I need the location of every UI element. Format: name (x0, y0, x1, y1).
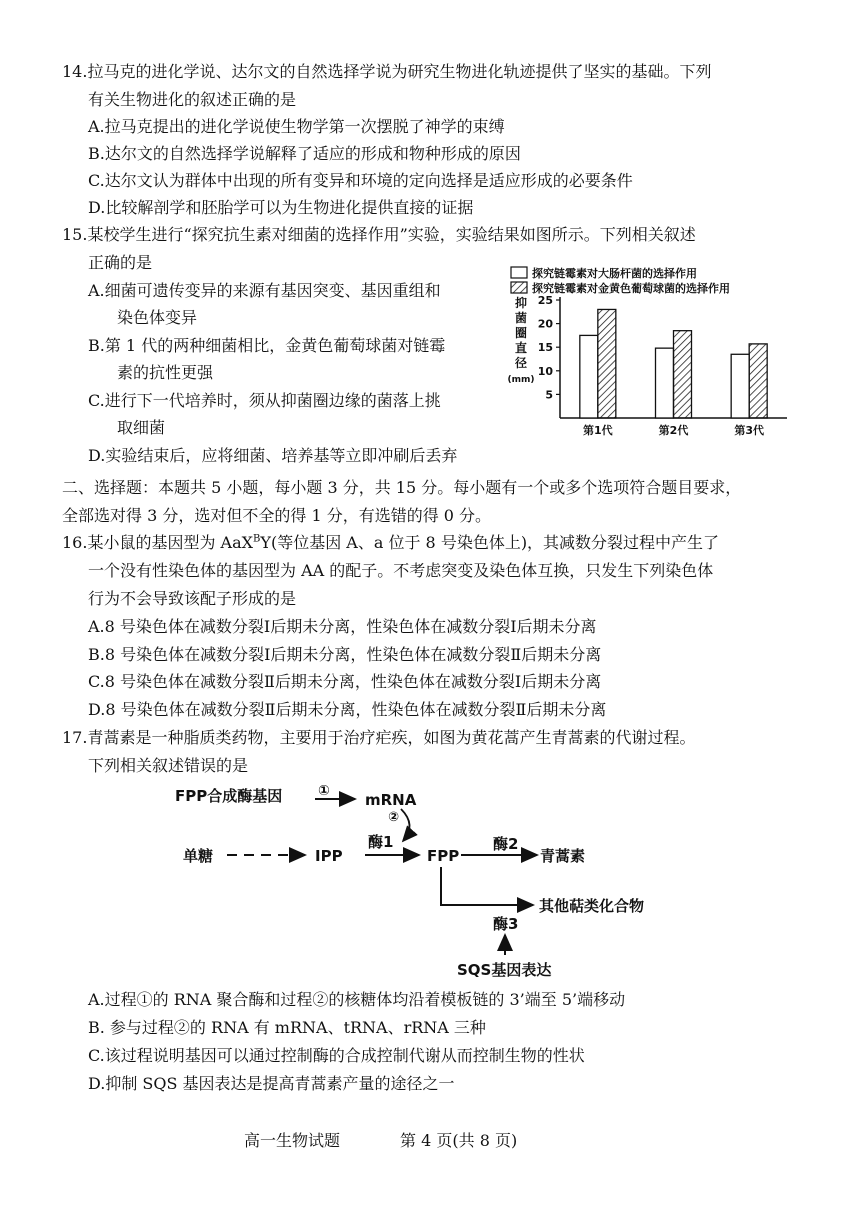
enzyme3-label: 酶3 (493, 915, 519, 933)
q16-stem-line1 (62, 533, 719, 553)
x-tick-label-3: 第3代 (734, 424, 764, 437)
y-axis-title-char-4: 直 (514, 341, 528, 355)
fpp-gene-label: FPP合成酶基因 (175, 787, 283, 805)
footer-page-number: 第 4 页(共 8 页) (400, 1131, 518, 1150)
legend-label-2: 探究链霉素对金黄色葡萄球菌的选择作用 (532, 282, 730, 295)
q17-option-d: D.抑制 SQS 基因表达是提高青蒿素产量的途径之一 (88, 1074, 455, 1093)
x-tick-label-2: 第2代 (658, 424, 689, 437)
q15-option-d: D.实验结束后，应将细菌、培养基等立即冲刷后丢弃 (88, 446, 458, 465)
terpenoids-label: 其他萜类化合物 (539, 897, 645, 915)
fpp-label: FPP (427, 847, 460, 865)
y-tick-label-1: 5 (545, 388, 553, 402)
q14-stem-line2: 有关生物进化的叙述正确的是 (88, 90, 297, 109)
q15-option-b-line1: B.第 1 代的两种细菌相比，金黄色葡萄球菌对链霉 (88, 336, 446, 355)
y-axis-title-char-5: 径 (514, 356, 528, 370)
q16-stem-part1: 16.某小鼠的基因型为 AaX (62, 533, 254, 552)
bar-series2-2 (674, 331, 692, 418)
q16-stem-line3: 行为不会导致该配子形成的是 (88, 589, 297, 608)
legend-swatch-1 (511, 267, 527, 278)
q15-stem-line1: 15.某校学生进行“探究抗生素对细菌的选择作用”实验，实验结果如图所示。下列相关叙述 (62, 225, 696, 244)
step2-arrow (401, 809, 410, 841)
y-axis-title-char-3: 圈 (514, 326, 528, 340)
chart-legend (511, 266, 730, 295)
fpp-terpenoid-arrow (441, 867, 533, 905)
q17-stem-line2: 下列相关叙述错误的是 (88, 756, 249, 775)
bar-series1-3 (731, 354, 749, 418)
q17-stem-line1: 17.青蒿素是一种脂质类药物，主要用于治疗疟疾，如图为黄花蒿产生青蒿素的代谢过程。 (62, 728, 696, 747)
enzyme2-label: 酶2 (493, 835, 519, 853)
y-axis-title-char-1: 抑 (514, 296, 528, 310)
y-axis-title-char-6: (mm) (507, 375, 535, 385)
sqs-label: SQS基因表达 (457, 961, 552, 979)
q15-option-c-line2: 取细菌 (117, 418, 166, 437)
q17-option-a: A.过程①的 RNA 聚合酶和过程②的核糖体均沿着模板链的 3’端至 5’端移动 (88, 990, 626, 1009)
footer-subject: 高一生物试题 (244, 1131, 341, 1150)
section2-line2: 全部选对得 3 分，选对但不全的得 1 分，有选错的得 0 分。 (62, 506, 492, 525)
q16-stem-line2: 一个没有性染色体的基因型为 AA 的配子。不考虑突变及染色体互换，只发生下列染色体 (88, 561, 714, 580)
bar-series1-1 (580, 335, 598, 418)
q14-option-b: B.达尔文的自然选择学说解释了适应的形成和物种形成的原因 (88, 144, 521, 163)
q17-option-b: B. 参与过程②的 RNA 有 mRNA、tRNA、rRNA 三种 (88, 1018, 486, 1037)
q14-option-d: D.比较解剖学和胚胎学可以为生物进化提供直接的证据 (88, 198, 474, 217)
q15-stem-line2: 正确的是 (88, 253, 153, 272)
legend-swatch-2 (511, 282, 527, 293)
bar-series2-3 (749, 344, 767, 418)
ipp-label: IPP (315, 847, 343, 865)
q17-option-c: C.该过程说明基因可以通过控制酶的合成控制代谢从而控制生物的性状 (88, 1046, 585, 1065)
q15-option-a-line2: 染色体变异 (117, 308, 198, 327)
q15-option-b-line2: 素的抗性更强 (117, 363, 214, 382)
pathway-diagram (165, 775, 705, 985)
sugar-label: 单糖 (183, 847, 214, 865)
chart-bars (580, 309, 767, 418)
bar-series1-2 (656, 348, 674, 418)
mrna-label: mRNA (365, 791, 417, 809)
q14-stem-line1: 14.拉马克的进化学说、达尔文的自然选择学说为研究生物进化轨迹提供了坚实的基础。下列 (62, 62, 712, 81)
q16-option-b: B.8 号染色体在减数分裂Ⅰ后期未分离，性染色体在减数分裂Ⅱ后期未分离 (88, 645, 602, 664)
page-footer (244, 1128, 577, 1151)
q16-option-c: C.8 号染色体在减数分裂Ⅱ后期未分离，性染色体在减数分裂Ⅰ后期未分离 (88, 672, 602, 691)
q16-option-a: A.8 号染色体在减数分裂Ⅰ后期未分离，性染色体在减数分裂Ⅰ后期未分离 (88, 617, 597, 636)
x-tick-label-1: 第1代 (583, 424, 613, 437)
q15-option-a-line1: A.细菌可遗传变异的来源有基因突变、基因重组和 (88, 281, 441, 300)
q16-superscript: B (253, 533, 261, 545)
bar-series2-1 (598, 309, 616, 418)
q16-stem-part2: Y(等位基因 A、a 位于 8 号染色体上)，其减数分裂过程中产生了 (260, 533, 720, 552)
bar-chart (505, 265, 795, 440)
section2-line1: 二、选择题：本题共 5 小题，每小题 3 分，共 15 分。每小题有一个或多个选项符合题目要求， (62, 478, 742, 497)
artemisinin-label: 青蒿素 (540, 847, 586, 865)
step2-label: ② (388, 810, 400, 825)
y-axis-title-char-2: 菌 (514, 311, 528, 325)
q14-option-c: C.达尔文认为群体中出现的所有变异和环境的定向选择是适应形成的必要条件 (88, 171, 633, 190)
enzyme1-label: 酶1 (368, 833, 394, 851)
y-tick-label-5: 25 (537, 294, 553, 307)
q14-option-a: A.拉马克提出的进化学说使生物学第一次摆脱了神学的束缚 (88, 117, 505, 136)
y-tick-label-4: 20 (537, 317, 553, 331)
y-tick-label-3: 15 (537, 341, 553, 355)
q16-option-d: D.8 号染色体在减数分裂Ⅱ后期未分离，性染色体在减数分裂Ⅱ后期未分离 (88, 700, 607, 719)
y-tick-label-2: 10 (537, 364, 553, 378)
step1-label: ① (318, 783, 330, 799)
legend-label-1: 探究链霉素对大肠杆菌的选择作用 (532, 267, 697, 280)
q15-option-c-line1: C.进行下一代培养时，须从抑菌圈边缘的菌落上挑 (88, 391, 441, 410)
